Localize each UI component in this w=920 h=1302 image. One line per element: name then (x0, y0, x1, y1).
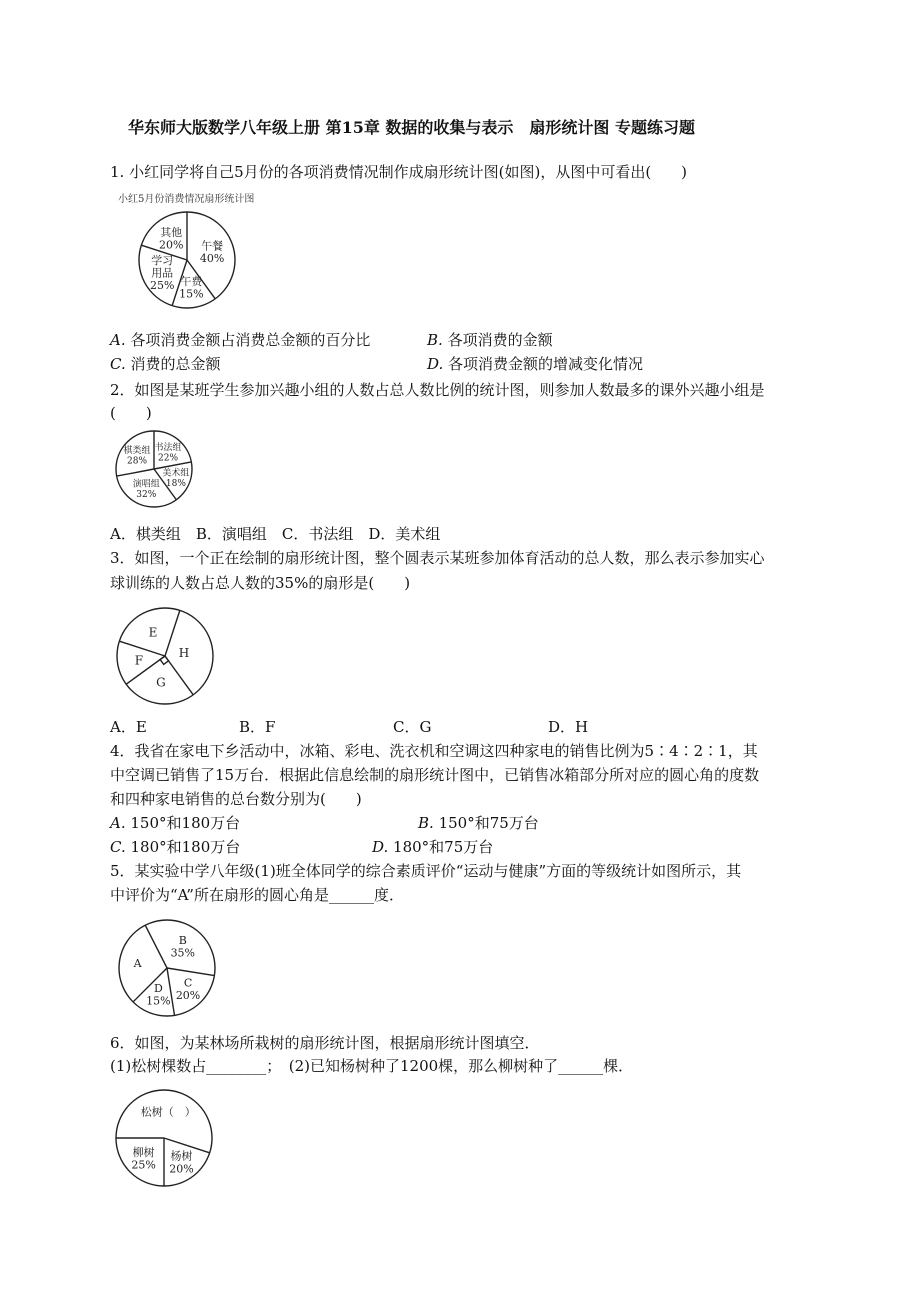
q4-stem-line1: 4．我省在家电下乡活动中，冰箱、彩电、洗衣机和空调这四种家电的销售比例为5∶4∶2∶1，其 (110, 742, 758, 760)
q3-stem-line2: 球训练的人数占总人数的35%的扇形是( ) (110, 574, 411, 592)
q1-pie-chart (137, 210, 247, 310)
pie-slice-boundary (165, 610, 180, 656)
pie-slice-label: G (156, 675, 166, 690)
q4-option-c: C. 180°和180万台 (110, 838, 241, 856)
q5-stem-line2: 中评价为“A”所在扇形的圆心角是______度． (110, 886, 404, 904)
pie-slice-boundary (167, 968, 214, 976)
q5-pie-chart (115, 918, 225, 1018)
pie-slice-boundary (145, 925, 167, 968)
pie-slice-label: 美术组 18% (162, 468, 190, 489)
pie-slice-label: 午费 15% (179, 275, 204, 301)
page-title: 华东师大版数学八年级上册 第15章 数据的收集与表示 扇形统计图 专题练习题 (128, 118, 695, 137)
q5-stem-line1: 5．某实验中学八年级(1)班全体同学的综合素质评价“运动与健康”方面的等级统计如图所示，其 (110, 862, 742, 880)
pie-slice-label: A (133, 957, 142, 971)
q2-options: A．棋类组 B．演唱组 C．书法组 D．美术组 (110, 525, 441, 543)
pie-slice-label: 其他 20% (158, 225, 184, 252)
q4-option-b: B. 150°和75万台 (418, 814, 539, 832)
pie-slice-label: 杨树 20% (169, 1149, 194, 1176)
pie-slice-label: F (134, 653, 144, 668)
q6-pie-chart (114, 1088, 224, 1188)
q1-stem: 1. 小红同学将自己5月份的各项消费情况制作成扇形统计图(如图)，从图中可看出( ) (110, 163, 688, 181)
pie-slice-label: E (148, 625, 158, 640)
q4-option-d: D. 180°和75万台 (372, 838, 494, 856)
q6-stem-line1: 6．如图，为某林场所栽树的扇形统计图，根据扇形统计图填空． (110, 1034, 540, 1052)
q3-stem-line1: 3．如图，一个正在绘制的扇形统计图，整个圆表示某班参加体育活动的总人数，那么表示参加实心 (110, 549, 765, 567)
q3-option-c: C．G (393, 718, 432, 736)
pie-slice-boundary (117, 469, 154, 476)
q2-stem-line1: 2．如图是某班学生参加兴趣小组的人数占总人数比例的统计图，则参加人数最多的课外兴趣小组是 (110, 381, 765, 399)
pie-slice-label: 书法组 22% (154, 442, 182, 464)
pie-slice-label: 午餐 40% (199, 239, 225, 266)
q1-option-a: A. 各项消费金额占消费总金额的百分比 (110, 331, 371, 349)
pie-slice-label: C 20% (175, 976, 201, 1003)
pie-slice-label: 松树（ ） (140, 1105, 196, 1119)
pie-slice-label: 演唱组 32% (132, 479, 160, 500)
q3-option-b: B．F (239, 718, 276, 736)
q4-stem-line3: 和四种家电销售的总台数分别为( ) (110, 790, 362, 808)
q2-stem-line2: ( ) (110, 404, 152, 422)
q1-chart-caption: 小红5月份消费情况扇形统计图 (118, 194, 255, 205)
pie-slice-label: H (178, 646, 190, 661)
q1-option-b: B. 各项消费的金额 (427, 331, 553, 349)
right-angle-marker (160, 656, 168, 664)
q3-option-d: D．H (548, 718, 589, 736)
pie-slice-label: 棋类组 28% (123, 445, 151, 467)
q4-option-a: A. 150°和180万台 (110, 814, 241, 832)
q6-stem-line2: (1)松树棵数占________； (2)已知杨树种了1200棵，那么柳树种了______棵． (110, 1057, 634, 1075)
pie-slice-label: B 35% (170, 933, 196, 960)
pie-slice-boundary (167, 968, 175, 1015)
q4-stem-line2: 中空调已销售了15万台．根据此信息绘制的扇形统计图中，已销售冰箱部分所对应的圆心角的度数 (110, 766, 760, 784)
pie-slice-label: 学习用品 25% (149, 253, 175, 293)
q1-option-c: C. 消费的总金额 (110, 355, 221, 373)
q3-option-a: A．E (110, 718, 147, 736)
q3-pie-chart (113, 604, 223, 714)
q2-pie-chart (112, 432, 222, 512)
pie-slice-label: 柳树 25% (131, 1145, 156, 1172)
pie-slice-label: D 15% (146, 982, 171, 1008)
q1-option-d: D. 各项消费金额的增减变化情况 (427, 355, 644, 373)
pie-slice-boundary (165, 656, 193, 695)
